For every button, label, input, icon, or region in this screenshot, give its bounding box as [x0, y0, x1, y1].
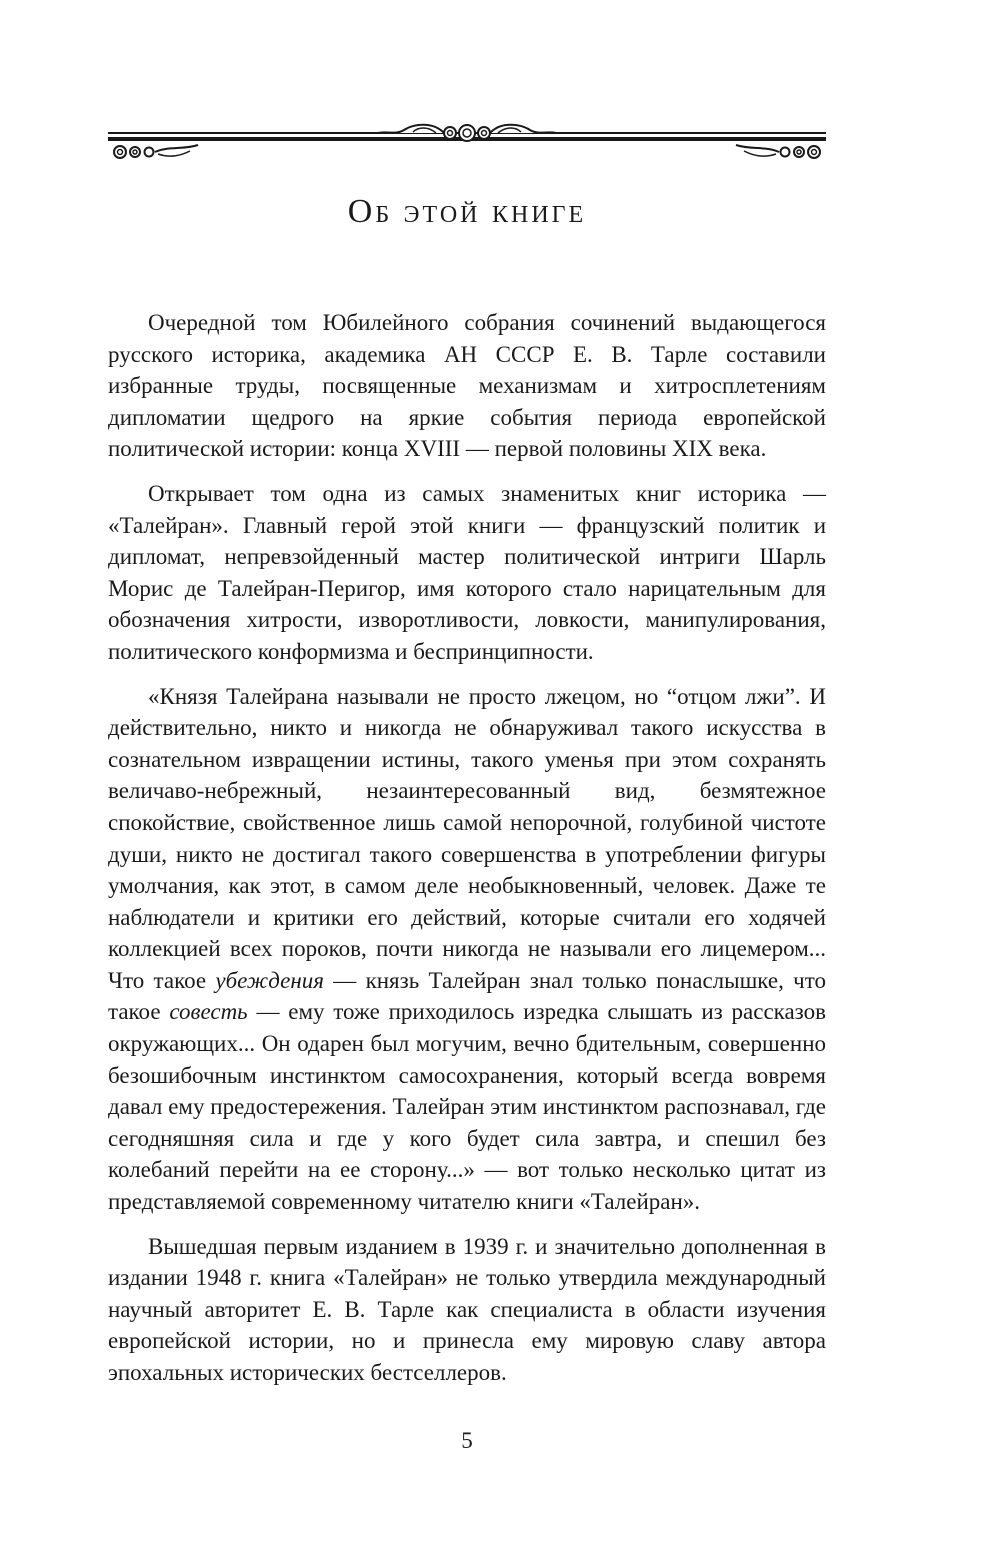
paragraph-1: Очередной том Юбилейного собрания сочинений выдающегося русского историка, академика АН СССР Е. В. Тарле составили избранные труды, посвященные механизмам и хитросплетениям дипломатии щедрого на яркие события периода европейской политической истории: конца XVIII — первой половины XIX века.: [108, 310, 826, 462]
italic-term-conscience: совесть: [169, 999, 248, 1025]
paragraph-4: Вышедшая первым изданием в 1939 г. и значительно дополненная в издании 1948 г. книга «Талейран» не только утвердила международный научный авторитет Е. В. Тарле как специалиста в области изучения европейской истории, но и принесла ему мировую славу автора эпохальных исторических бестселлеров.: [108, 1233, 826, 1385]
page-title: Об этой книге: [347, 193, 587, 230]
paragraph-3: [108, 681, 826, 1218]
paragraph-3-part-1: «Князя Талейрана называли не просто лжецом, но “отцом лжи”. И действительно, никто и никогда не обнаруживал такого искусства в сознательном извращении истины, такого уменья при этом сохранять величаво-небрежный, незаинтересованный вид, безмятежное спокойствие, свойственное лишь самой непорочной, голубиной чистоте души, никто не достигал такого совершенства в употреблении фигуры умолчания, как этот, в самом деле необыкновенный, человек. Даже те наблюдатели и критики его действий, которые считали его ходячей коллекцией всех пороков, почти никогда не называли его лицемером... Что такое: [108, 683, 826, 993]
decorative-ornament-header: [108, 118, 826, 166]
italic-term-convictions: убеждения: [215, 967, 324, 993]
paragraph-3-part-3: — ему тоже приходилось изредка слышать из рассказов окружающих... Он одарен был могучим, вечно бдительным, совершенно безошибочным инстинктом самосохранения, который всегда вовремя давал ему предостережения. Талейран этим инстинктом распознавал, где сегодняшняя сила и где у кого будет сила завтра, и спешил без колебаний перейти на ее сторону...» — вот только несколько цитат из представляемой современному читателю книги «Талейран».: [108, 999, 826, 1215]
paragraph-3-part-2: — князь Талейран знал только понаслышке, что такое: [108, 967, 826, 1025]
paragraph-2: Открывает том одна из самых знаменитых книг историка — «Талейран». Главный герой этой книги — французский политик и дипломат, непревзойденный мастер политической интриги Шарль Морис де Талейран-Перигор, имя которого стало нарицательным для обозначения хитрости, изворотливости, ловкости, манипулирования, политического конформизма и беспринципности.: [108, 480, 826, 664]
body-text: [108, 307, 826, 1402]
page-number: 5: [461, 1428, 473, 1453]
